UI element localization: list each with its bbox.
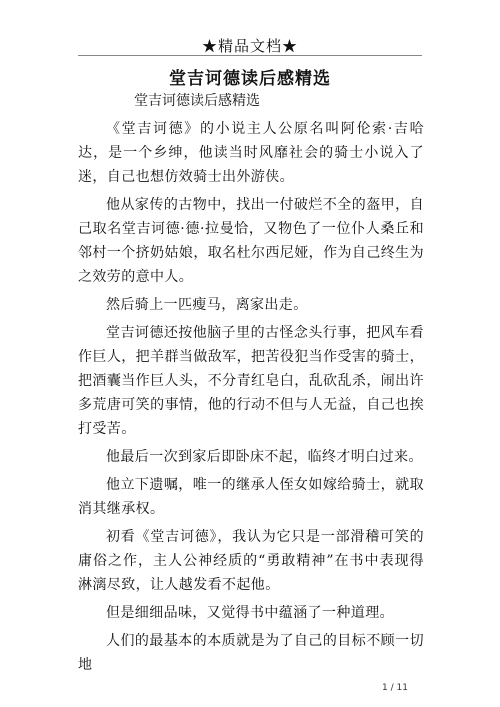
paragraph: 初看《堂吉诃德》，我认为它只是一部滑稽可笑的庸俗之作，主人公神经质的“勇敢精神”在书中表现得淋漓尽致，让人越发看不起他。 (78, 529, 424, 593)
document-body (78, 89, 424, 677)
paragraph: 他立下遗嘱，唯一的继承人侄女如嫁给骑士，就取消其继承权。 (78, 477, 424, 517)
paragraph: 堂吉诃德还按他脑子里的古怪念头行事，把风车看作巨人，把羊群当做敌军，把苦役犯当作受害的骑士，把酒囊当作巨人头，不分青红皂白，乱砍乱杀，闹出许多荒唐可笑的事情，他的行动不但与人无益，自己也挨打受苦。 (78, 325, 424, 437)
paragraph: 他从家传的古物中，找出一付破烂不全的盔甲，自己取名堂吉诃德·德·拉曼恰，又物色了一位仆人桑丘和邻村一个挤奶姑娘，取名杜尔西尼娅，作为自己终生为之效劳的意中人。 (78, 197, 424, 285)
document-subtitle: 堂吉诃德读后感精选 (134, 93, 260, 109)
header-divider (78, 55, 422, 56)
document-title: 堂吉诃德读后感精选 (169, 69, 331, 89)
paragraph: 但是细细品味，又觉得书中蕴涵了一种道理。 (106, 605, 394, 621)
paragraph: 人们的最基本的本质就是为了自己的目标不顾一切地 (78, 633, 424, 673)
paragraph: 他最后一次到家后即卧床不起，临终才明白过来。 (106, 449, 423, 465)
header-banner: ★精品文档★ (201, 37, 298, 55)
paragraph: 《堂吉诃德》的小说主人公原名叫阿伦索·吉哈达，是一个乡绅，他读当时风靡社会的骑士小说入了迷，自己也想仿效骑士出外游侠。 (78, 121, 424, 185)
page-number: 1 / 11 (382, 683, 408, 693)
paragraph: 然后骑上一匹瘦马，离家出走。 (106, 297, 308, 313)
